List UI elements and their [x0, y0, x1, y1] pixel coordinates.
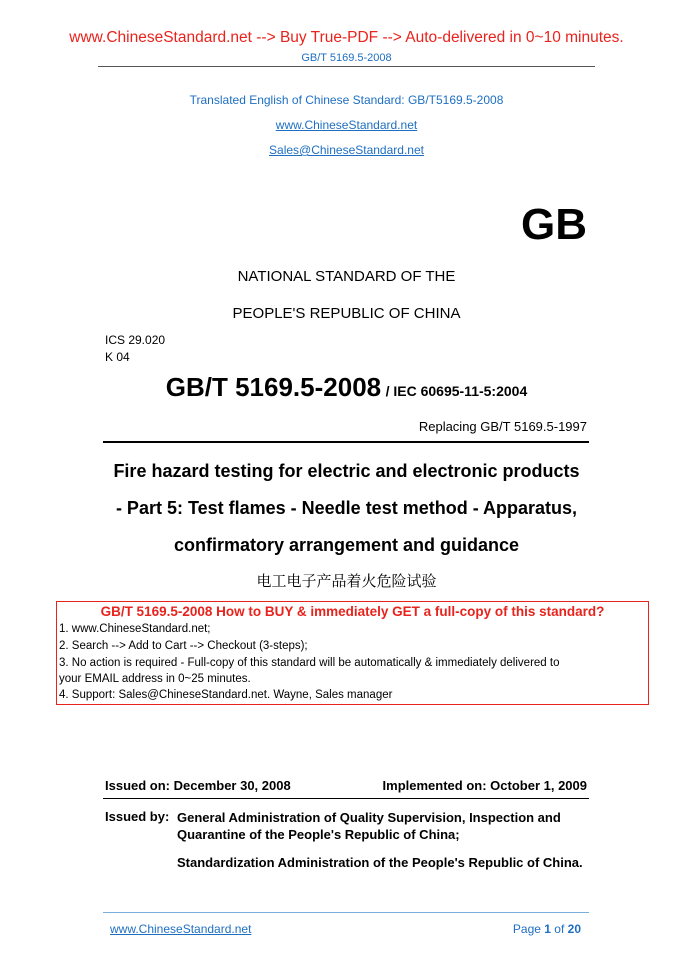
- issuer-2: Standardization Administration of the People's Republic of China.: [177, 855, 583, 870]
- buy-step-3: 3. No action is required - Full-copy of this standard will be automatically & immediately delivered to: [59, 657, 560, 669]
- buy-step-3-cont: your EMAIL address in 0~25 minutes.: [59, 673, 251, 685]
- translation-note: Translated English of Chinese Standard: GB/T5169.5-2008: [189, 93, 504, 107]
- buy-step-2: 2. Search --> Add to Cart --> Checkout (3-steps);: [59, 640, 308, 652]
- page-number: 1: [544, 922, 551, 936]
- page-prefix: Page: [512, 922, 545, 936]
- website-link[interactable]: www.ChineseStandard.net: [275, 118, 418, 132]
- buy-step-1[interactable]: 1. www.ChineseStandard.net;: [59, 623, 211, 635]
- buy-box-title[interactable]: GB/T 5169.5-2008 How to BUY & immediately GET a full-copy of this standard?: [100, 604, 605, 619]
- footer-website-link[interactable]: www.ChineseStandard.net: [110, 922, 252, 936]
- top-banner[interactable]: www.ChineseStandard.net --> Buy True-PDF --> Auto-delivered in 0~10 minutes.: [69, 29, 624, 46]
- issuer-1: General Administration of Quality Supervision, Inspection and Quarantine of the People's Republic of China;: [177, 810, 561, 842]
- title-line-3: confirmatory arrangement and guidance: [173, 535, 520, 555]
- standard-code: GB/T 5169.5-2008: [165, 372, 382, 402]
- ics-code: ICS 29.020: [105, 333, 166, 347]
- chinese-title: 电工电子产品着火危险试验: [256, 573, 437, 590]
- title-line-2: - Part 5: Test flames - Needle test method - Apparatus,: [115, 498, 578, 518]
- title-line-1: Fire hazard testing for electric and electronic products: [113, 461, 580, 481]
- replacing-note: Replacing GB/T 5169.5-1997: [418, 419, 587, 434]
- buy-instructions-box: [56, 601, 649, 705]
- page-total: 20: [567, 922, 581, 936]
- iec-equivalent: / IEC 60695-11-5:2004: [385, 383, 528, 399]
- page-of: of: [550, 922, 568, 936]
- dates-divider: [103, 798, 589, 799]
- buy-step-4[interactable]: 4. Support: Sales@ChineseStandard.net. Wayne, Sales manager: [59, 689, 393, 701]
- implemented-date: Implemented on: October 1, 2009: [382, 778, 587, 793]
- title-divider: [103, 441, 589, 443]
- issued-by-label: Issued by:: [105, 809, 170, 824]
- standard-number-line: [0, 372, 693, 403]
- issued-date: Issued on: December 30, 2008: [105, 778, 291, 793]
- page-indicator: [513, 922, 581, 936]
- header-divider: [98, 66, 595, 67]
- national-line-2: PEOPLE'S REPUBLIC OF CHINA: [232, 305, 461, 322]
- gb-logo: GB: [521, 200, 587, 249]
- national-line-1: NATIONAL STANDARD OF THE: [237, 268, 456, 285]
- email-link[interactable]: Sales@ChineseStandard.net: [269, 143, 424, 157]
- header-standard-code: GB/T 5169.5-2008: [301, 52, 392, 64]
- k-code: K 04: [105, 350, 130, 364]
- footer-divider: [103, 912, 589, 913]
